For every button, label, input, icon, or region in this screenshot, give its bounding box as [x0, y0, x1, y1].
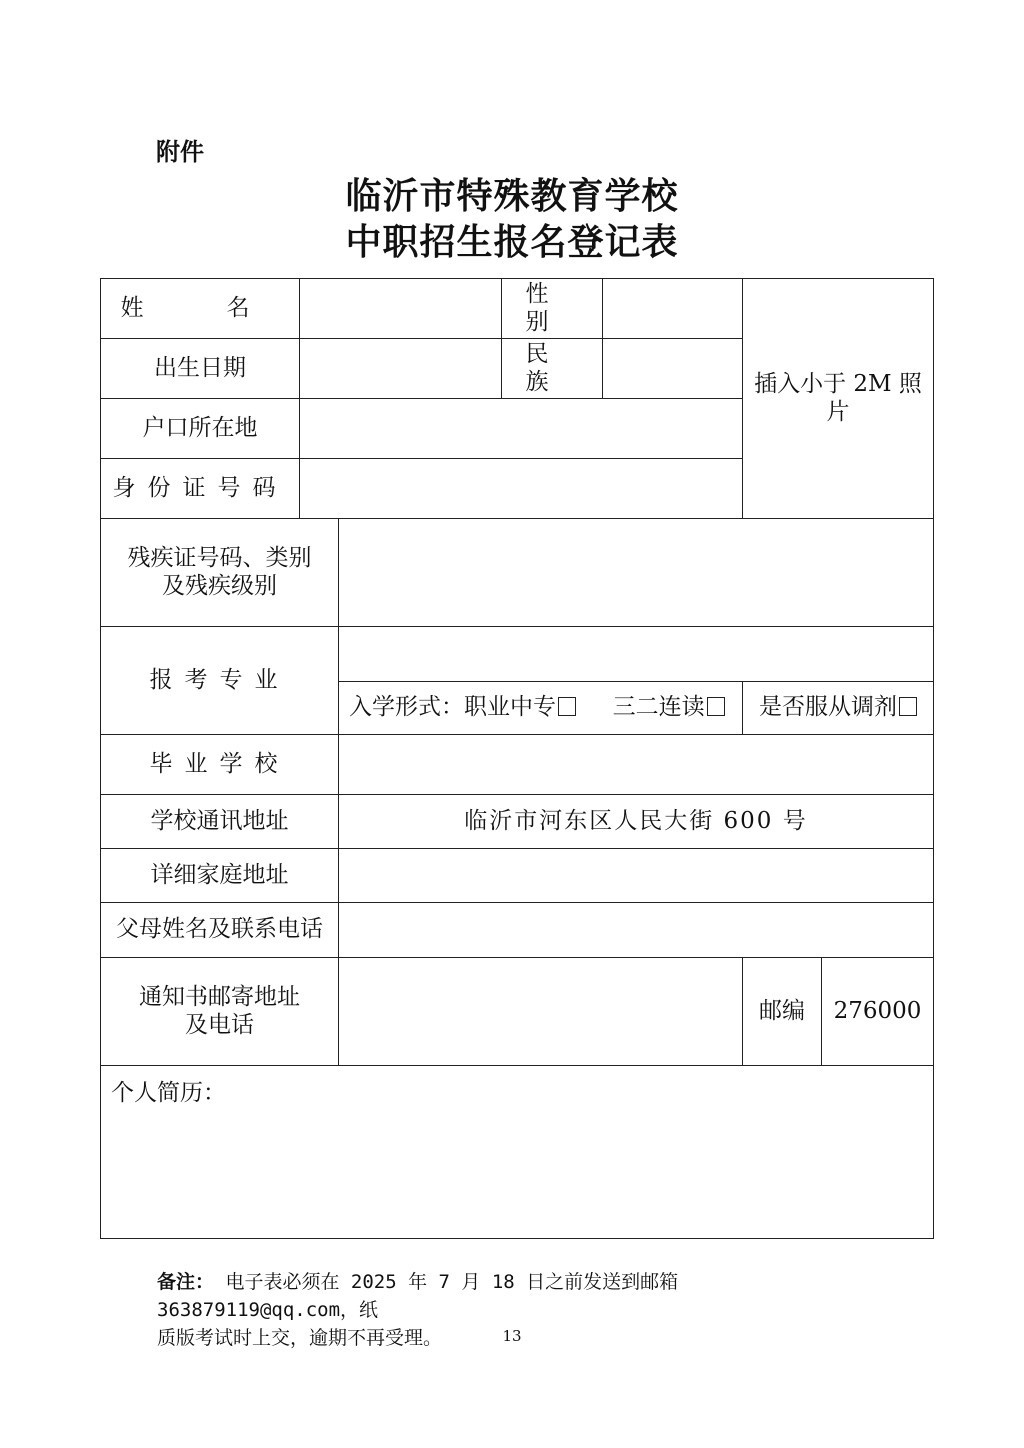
school-address-label: 学校通讯地址 [101, 795, 339, 849]
postcode-value: 276000 [822, 958, 934, 1066]
disability-label-line2: 及残疾级别 [162, 572, 277, 599]
mail-address-label [101, 958, 339, 1066]
disability-field[interactable] [339, 519, 934, 627]
resume-label: 个人简历： [111, 1080, 226, 1106]
name-field[interactable] [300, 279, 502, 339]
hukou-label: 户口所在地 [101, 399, 300, 459]
form-title-line2: 中职招生报名登记表 [345, 221, 679, 263]
home-address-field[interactable] [339, 849, 934, 903]
resume-field[interactable] [101, 1066, 934, 1239]
grad-school-field[interactable] [339, 735, 934, 795]
registration-form [100, 278, 934, 1239]
disability-label [101, 519, 339, 627]
name-label: 姓 名 [101, 279, 300, 339]
gender-label: 性 别 [502, 279, 603, 339]
major-field[interactable] [339, 627, 934, 682]
birth-date-label: 出生日期 [101, 339, 300, 399]
mail-address-label-line1: 通知书邮寄地址 [139, 983, 300, 1010]
three-two-checkbox[interactable] [707, 697, 725, 716]
ethnicity-label: 民 族 [502, 339, 603, 399]
parent-contact-label: 父母姓名及联系电话 [101, 903, 339, 958]
form-title-line1: 临沂市特殊教育学校 [345, 175, 679, 217]
parent-contact-field[interactable] [339, 903, 934, 958]
adjust-label: 是否服从调剂 [759, 694, 897, 721]
mail-address-field[interactable] [339, 958, 743, 1066]
adjust-checkbox[interactable] [899, 697, 917, 716]
adjust-cell [743, 682, 934, 735]
enroll-type-label: 入学形式：职业中专 [349, 694, 556, 721]
disability-label-line1: 残疾证号码、类别 [127, 544, 312, 571]
enroll-option-3plus2: 三二连读 [612, 694, 705, 721]
grad-school-label: 毕业学校 [101, 735, 339, 795]
vocational-checkbox[interactable] [558, 697, 576, 716]
enroll-type-cell [339, 682, 743, 735]
photo-placeholder[interactable]: 插入小于 2M 照片 [743, 279, 934, 519]
home-address-label: 详细家庭地址 [101, 849, 339, 903]
school-address-value: 临沂市河东区人民大街 600 号 [339, 795, 934, 849]
birth-date-field[interactable] [300, 339, 502, 399]
id-number-field[interactable] [300, 459, 743, 519]
note-text-line2: 质版考试时上交，逾期不再受理。 [157, 1327, 443, 1349]
major-label: 报考专业 [101, 627, 339, 735]
hukou-field[interactable] [300, 399, 743, 459]
note-text-line1: 电子表必须在 2025 年 7 月 18 日之前发送到邮箱 363879119@qq.com，纸 [157, 1271, 679, 1321]
postcode-label: 邮编 [743, 958, 822, 1066]
note-label: 备注： [157, 1271, 215, 1293]
id-number-label: 身份证号码 [101, 459, 300, 519]
attachment-label: 附件 [156, 138, 204, 166]
mail-address-label-line2: 及电话 [185, 1011, 254, 1038]
page-number: 13 [502, 1327, 522, 1345]
